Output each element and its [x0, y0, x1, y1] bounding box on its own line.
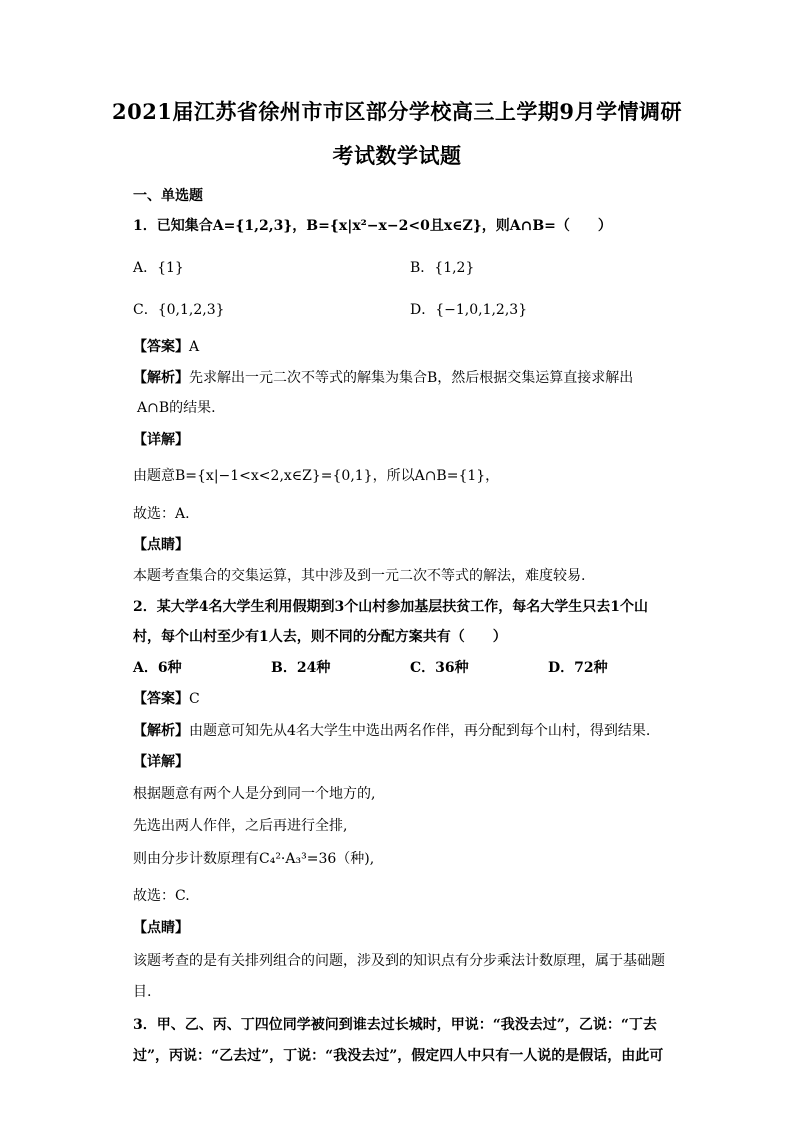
q2-detail-4: 故选：C. — [133, 888, 190, 904]
q1-answer — [133, 337, 663, 357]
q1-comment-1: 本题考查集合的交集运算，其中涉及到一元二次不等式的解法，难度较易. — [133, 568, 586, 584]
q2-option-d: D．72种 — [548, 660, 608, 676]
q2-stem-2: 村，每个山村至少有1人去，则不同的分配方案共有（ ） — [133, 629, 507, 645]
answer-tag: 【答案】 — [133, 339, 189, 355]
q2-detail-tag: 【详解】 — [133, 754, 189, 770]
q1-option-b: B．{1,2} — [410, 260, 475, 276]
section-heading: 一、单选题 — [133, 188, 203, 204]
q1-analysis — [133, 368, 663, 388]
q1-comment-tag: 【点睛】 — [133, 537, 189, 553]
title-line-1: 2021届江苏省徐州市市区部分学校高三上学期9月学情调研 — [111, 99, 683, 124]
q2-comment-tag: 【点睛】 — [133, 920, 189, 936]
q3-stem-1: 3．甲、乙、丙、丁四位同学被问到谁去过长城时，甲说：“我没去过”，乙说：“丁去 — [133, 1017, 657, 1033]
q2-analysis — [133, 721, 663, 741]
q2-option-b: B．24种 — [271, 660, 331, 676]
q2-option-c: C．36种 — [410, 660, 469, 676]
analysis-text: 先求解出一元二次不等式的解集为集合B，然后根据交集运算直接求解出 — [189, 370, 634, 386]
q1-detail-2: 故选：A. — [133, 506, 190, 522]
q2-comment-1: 该题考查的是有关排列组合的问题，涉及到的知识点有分步乘法计数原理，属于基础题 — [133, 953, 665, 969]
analysis-text: 由题意可知先从4名大学生中选出两名作伴，再分配到每个山村，得到结果. — [189, 723, 651, 739]
q1-option-d: D．{−1,0,1,2,3} — [410, 302, 528, 318]
answer-value: A — [189, 339, 200, 355]
q2-detail-2: 先选出两人作伴，之后再进行全排, — [133, 818, 348, 834]
q1-stem: 1．已知集合A={1,2,3}，B={x|x²−x−2<0且x∈Z}，则A∩B=（ ） — [133, 218, 612, 234]
q1-analysis-cont: A∩B的结果. — [137, 400, 216, 416]
q3-stem-2: 过”，丙说：“乙去过”，丁说：“我没去过”，假定四人中只有一人说的是假话，由此可 — [133, 1048, 664, 1064]
q2-option-a: A．6种 — [133, 660, 182, 676]
q2-detail-1: 根据题意有两个人是分到同一个地方的, — [133, 786, 376, 802]
title-line-2: 考试数学试题 — [332, 143, 462, 168]
analysis-tag: 【解析】 — [133, 723, 189, 739]
q1-option-c: C．{0,1,2,3} — [133, 302, 225, 318]
q2-comment-2: 目. — [133, 984, 152, 1000]
q2-stem-1: 2．某大学4名大学生利用假期到3个山村参加基层扶贫工作，每名大学生只去1个山 — [133, 599, 648, 615]
answer-tag: 【答案】 — [133, 691, 189, 707]
answer-value: C — [189, 691, 200, 707]
analysis-tag: 【解析】 — [133, 370, 189, 386]
q2-answer — [133, 689, 663, 709]
q2-detail-3: 则由分步计数原理有C₄²·A₃³=36（种), — [133, 851, 375, 867]
q1-detail-1: 由题意B={x|−1<x<2,x∈Z}={0,1}，所以A∩B={1}， — [133, 468, 500, 484]
q1-option-a: A．{1} — [133, 260, 184, 276]
q1-detail-tag: 【详解】 — [133, 432, 189, 448]
